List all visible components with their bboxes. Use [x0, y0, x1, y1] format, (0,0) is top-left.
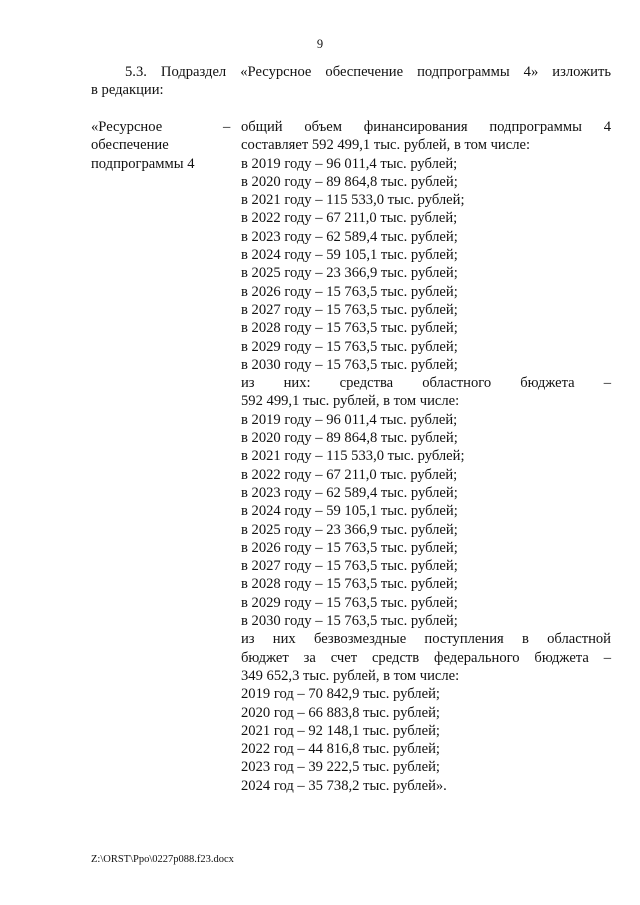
- heading-line: «Ресурсное: [91, 119, 163, 135]
- total-year-item: в 2022 году – 67 211,0 тыс. рублей;: [241, 210, 458, 227]
- regional-year-item: в 2026 году – 15 763,5 тыс. рублей;: [241, 539, 458, 556]
- regional-year-item: в 2024 году – 59 105,1 тыс. рублей;: [241, 503, 458, 520]
- intro-line-2: в редакции:: [91, 82, 164, 99]
- total-year-item: в 2029 году – 15 763,5 тыс. рублей;: [241, 338, 458, 355]
- total-year-item: в 2030 году – 15 763,5 тыс. рублей;: [241, 356, 458, 373]
- regional-year-item: в 2025 году – 23 366,9 тыс. рублей;: [241, 521, 458, 538]
- regional-year-item: в 2027 году – 15 763,5 тыс. рублей;: [241, 558, 458, 575]
- regional-year-item: в 2023 году – 62 589,4 тыс. рублей;: [241, 484, 458, 501]
- federal-year-item: 2020 год – 66 883,8 тыс. рублей;: [241, 704, 440, 721]
- section-heading-column: [91, 118, 221, 173]
- total-year-item: в 2021 году – 115 533,0 тыс. рублей;: [241, 192, 465, 209]
- regional-budget-line-1: из них: средства областного бюджета –: [241, 375, 611, 392]
- federal-funds-line-1: из них безвозмездные поступления в областной: [241, 631, 611, 648]
- regional-budget-line-2: 592 499,1 тыс. рублей, в том числе:: [241, 393, 460, 410]
- total-year-item: в 2024 году – 59 105,1 тыс. рублей;: [241, 247, 458, 264]
- separator-dash: –: [223, 119, 231, 135]
- federal-funds-line-2: бюджет за счет средств федерального бюджета –: [241, 649, 611, 666]
- federal-year-item: 2019 год – 70 842,9 тыс. рублей;: [241, 686, 440, 703]
- total-year-item: в 2019 году – 96 011,4 тыс. рублей;: [241, 155, 458, 172]
- heading-line: обеспечение: [91, 137, 169, 154]
- file-path-footer: Z:\ORST\Ppo\0227p088.f23.docx: [91, 854, 234, 865]
- total-year-item: в 2026 году – 15 763,5 тыс. рублей;: [241, 283, 458, 300]
- federal-year-item: 2022 год – 44 816,8 тыс. рублей;: [241, 741, 440, 758]
- federal-year-item: 2023 год – 39 222,5 тыс. рублей;: [241, 759, 440, 776]
- regional-year-item: в 2019 году – 96 011,4 тыс. рублей;: [241, 411, 458, 428]
- total-year-item: в 2020 году – 89 864,8 тыс. рублей;: [241, 173, 458, 190]
- regional-year-item: в 2030 году – 15 763,5 тыс. рублей;: [241, 613, 458, 630]
- total-funding-line-2: составляет 592 499,1 тыс. рублей, в том числе:: [241, 137, 531, 154]
- federal-funds-line-3: 349 652,3 тыс. рублей, в том числе:: [241, 667, 460, 684]
- regional-year-item: в 2020 году – 89 864,8 тыс. рублей;: [241, 430, 458, 447]
- funding-details-column: [241, 118, 611, 795]
- total-year-item: в 2023 году – 62 589,4 тыс. рублей;: [241, 228, 458, 245]
- total-year-item: в 2027 году – 15 763,5 тыс. рублей;: [241, 301, 458, 318]
- total-funding-line-1: общий объем финансирования подпрограммы 4: [241, 119, 611, 135]
- intro-paragraph: [91, 63, 611, 99]
- intro-line-1: 5.3. Подраздел «Ресурсное обеспечение подпрограммы 4» изложить: [125, 64, 611, 80]
- heading-line: подпрограммы 4: [91, 155, 195, 172]
- regional-year-item: в 2021 году – 115 533,0 тыс. рублей;: [241, 448, 465, 465]
- page-number: 9: [316, 37, 324, 51]
- federal-year-item: 2024 год – 35 738,2 тыс. рублей».: [241, 777, 447, 794]
- regional-year-item: в 2022 году – 67 211,0 тыс. рублей;: [241, 466, 458, 483]
- total-year-item: в 2025 году – 23 366,9 тыс. рублей;: [241, 265, 458, 282]
- total-year-item: в 2028 году – 15 763,5 тыс. рублей;: [241, 320, 458, 337]
- regional-year-item: в 2028 году – 15 763,5 тыс. рублей;: [241, 576, 458, 593]
- regional-year-item: в 2029 году – 15 763,5 тыс. рублей;: [241, 594, 458, 611]
- federal-year-item: 2021 год – 92 148,1 тыс. рублей;: [241, 722, 440, 739]
